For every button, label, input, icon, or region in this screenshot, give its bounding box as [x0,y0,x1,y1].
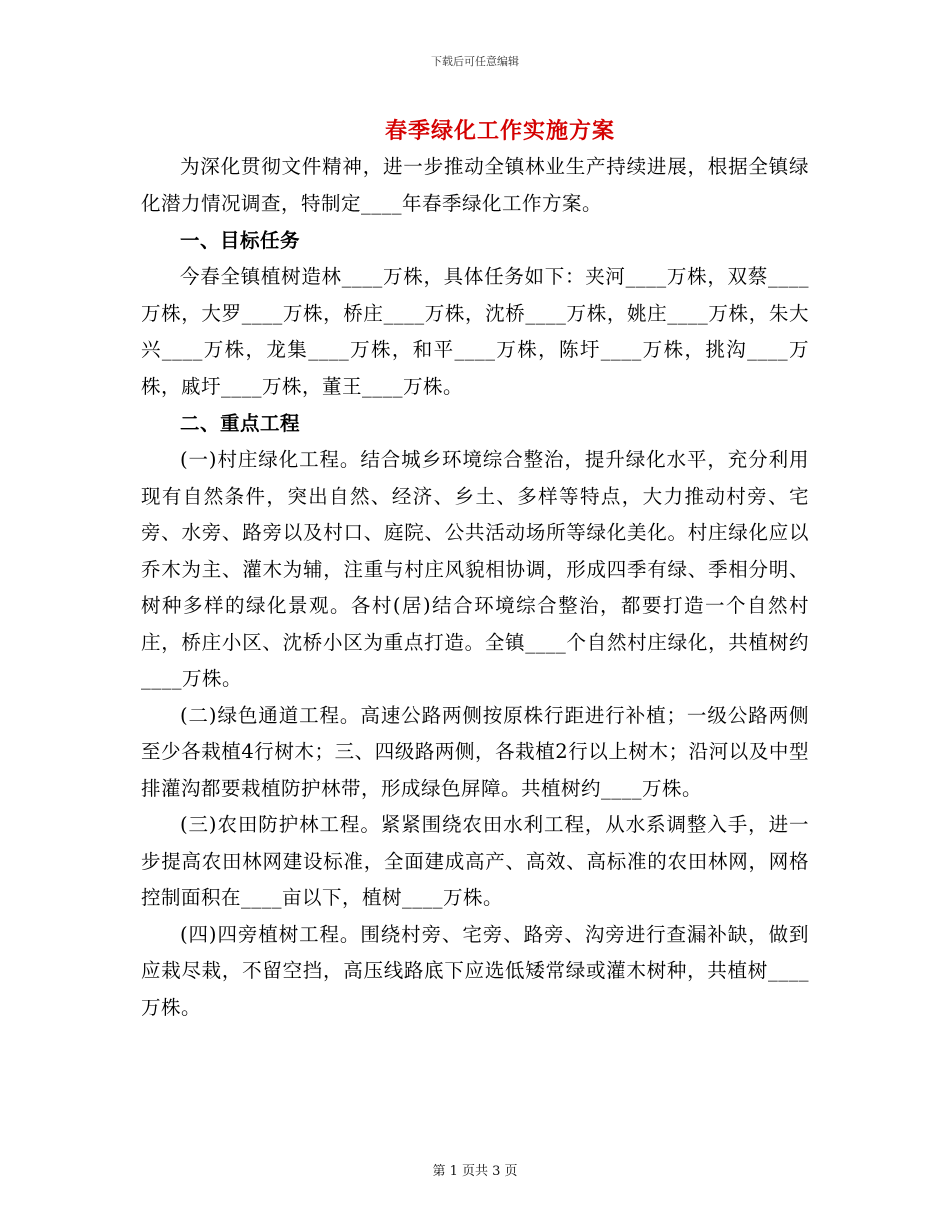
section-heading-goals: 一、目标任务 [180,229,301,252]
section-heading-key-projects: 二、重点工程 [180,412,301,435]
page-number: 第 1 页共 3 页 [432,1164,518,1179]
four-sides-planting-paragraph: (四)四旁植树工程。围绕村旁、宅旁、路旁、沟旁进行查漏补缺，做到应栽尽栽，不留空挡，高压线路底下应选低矮常绿或灌木树种，共植树____万株。 [141,922,809,1019]
document-body [141,149,809,1026]
village-greening-paragraph: (一)村庄绿化工程。结合城乡环境综合整治，提升绿化水平，充分利用现有自然条件，突出自然、经济、乡土、多样等特点，大力推动村旁、宅旁、水旁、路旁以及村口、庭院、公共活动场所等绿化美化。村庄绿化应以乔木为主、灌木为辅，注重与村庄风貌相协调，形成四季有绿、季相分明、树种多样的绿化景观。各村(居)结合环境综合整治，都要打造一个自然村庄，桥庄小区、沈桥小区为重点打造。全镇____个自然村庄绿化，共植树约____万株。 [141,448,809,690]
goals-paragraph: 今春全镇植树造林____万株，具体任务如下：夹河____万株，双蔡____万株，大罗____万株，桥庄____万株，沈桥____万株，姚庄____万株，朱大兴____万株，龙集____万株，和平____万株，陈圩____万株，挑沟____万株，戚圩____万株，董王____万株。 [141,265,809,398]
farmland-shelterbelt-paragraph: (三)农田防护林工程。紧紧围绕农田水利工程，从水系调整入手，进一步提高农田林网建设标准，全面建成高产、高效、高标准的农田林网，网格控制面积在____亩以下，植树____万株。 [141,813,809,909]
header-note: 下载后可任意编辑 [431,55,519,68]
green-corridor-paragraph: (二)绿色通道工程。高速公路两侧按原株行距进行补植；一级公路两侧至少各栽植4行树木；三、四级路两侧，各栽植2行以上树木；沿河以及中型排灌沟都要栽植防护林带，形成绿色屏障。共植树约____万株。 [141,703,809,800]
intro-paragraph: 为深化贯彻文件精神，进一步推动全镇林业生产持续进展，根据全镇绿化潜力情况调查，特制定____年春季绿化工作方案。 [141,155,809,215]
document-title: 春季绿化工作实施方案 [384,118,615,144]
